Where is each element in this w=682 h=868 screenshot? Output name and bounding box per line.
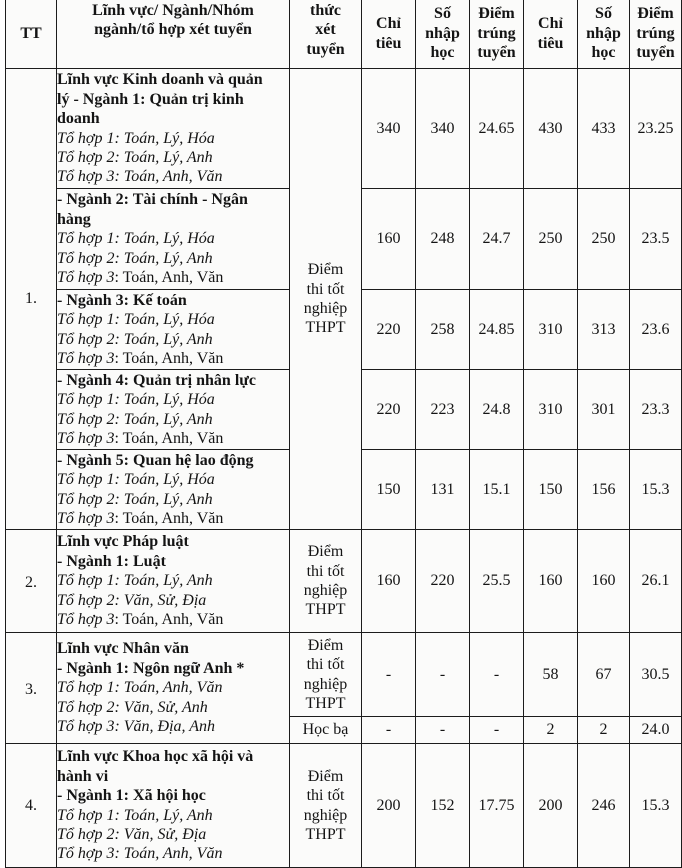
subject-combo: Tổ hợp 3: Toán, Anh, Văn (57, 429, 224, 447)
header-field-line: ngành/tổ hợp xét tuyển (94, 21, 252, 39)
major-title: - Ngành 3: Kế toán (57, 291, 187, 309)
major-title: Lĩnh vực Nhân văn (57, 640, 189, 658)
group-number: 1. (6, 69, 57, 530)
subject-combo: Tổ hợp 1: Toán, Anh, Văn (57, 679, 223, 697)
quota-prev: - (362, 633, 416, 717)
enrolled: 2 (578, 717, 630, 744)
quota-prev: 160 (362, 189, 416, 290)
major-title: Lĩnh vực Khoa học xã hội và (57, 748, 254, 766)
subject-combo: Tổ hợp 2: Toán, Lý, Anh (57, 148, 213, 166)
major-cell (57, 530, 290, 633)
quota: 310 (524, 290, 578, 370)
table-row (6, 744, 682, 868)
header-enrolled: Số nhập học (578, 0, 630, 69)
header-score: Điểm trúng tuyển (630, 0, 682, 69)
header-quota-prev: Chỉ tiêu (362, 0, 416, 69)
major-cell (57, 633, 290, 744)
major-cell (57, 450, 290, 530)
score: 24.0 (630, 717, 682, 744)
quota-prev: 220 (362, 290, 416, 370)
header-field-line: Lĩnh vực/ Ngành/Nhóm (92, 2, 254, 19)
score-prev: 25.5 (470, 530, 524, 633)
header-enrolled-prev: Số nhập học (416, 0, 470, 69)
header-quota: Chỉ tiêu (524, 0, 578, 69)
enrolled-prev: 131 (416, 450, 470, 530)
major-title: Lĩnh vực Pháp luật (57, 533, 189, 551)
quota-prev: 160 (362, 530, 416, 633)
major-title: - Ngành 1: Luật (57, 552, 166, 570)
score-prev: - (470, 633, 524, 717)
table-header-row (6, 0, 682, 69)
subject-combo: Tổ hợp 2: Văn, Sử, Anh (57, 698, 208, 716)
header-method-line: tuyển (306, 40, 345, 58)
enrolled-prev: 258 (416, 290, 470, 370)
header-method (290, 0, 362, 69)
table-row (6, 69, 682, 189)
subject-combo: Tổ hợp 3: Toán, Anh, Văn (57, 269, 224, 287)
score: 23.25 (630, 69, 682, 189)
quota: 2 (524, 717, 578, 744)
subject-combo: Tổ hợp 2: Toán, Lý, Anh (57, 410, 213, 428)
subject-combo: Tổ hợp 3: Toán, Anh, Văn (57, 509, 224, 527)
group-number: 2. (6, 530, 57, 633)
admission-method: Điểm thi tốt nghiệp THPT (290, 69, 362, 530)
admission-method-hocba: Học bạ (290, 717, 362, 744)
header-method-line: xét (315, 21, 336, 39)
enrolled-prev: - (416, 717, 470, 744)
enrolled-prev: 248 (416, 189, 470, 290)
enrolled: 246 (578, 744, 630, 868)
admission-method: Điểm thi tốt nghiệp THPT (290, 530, 362, 633)
subject-combo: Tổ hợp 3: Toán, Anh, Văn (57, 349, 224, 367)
enrolled: 156 (578, 450, 630, 530)
quota: 58 (524, 633, 578, 717)
subject-combo: Tổ hợp 2: Toán, Lý, Anh (57, 330, 213, 348)
enrolled: 250 (578, 189, 630, 290)
score-prev: 24.65 (470, 69, 524, 189)
major-title: - Ngành 1: Xã hội học (57, 787, 206, 805)
group-number: 3. (6, 633, 57, 744)
score: 23.6 (630, 290, 682, 370)
subject-combo: Tổ hợp 2: Toán, Lý, Anh (57, 249, 213, 267)
score: 23.3 (630, 370, 682, 450)
major-cell (57, 69, 290, 189)
subject-combo: Tổ hợp 3: Toán, Anh, Văn (57, 611, 224, 629)
major-title: - Ngành 5: Quan hệ lao động (57, 451, 254, 469)
group-number: 4. (6, 744, 57, 868)
header-method-line: thức (310, 2, 341, 19)
major-title: - Ngành 4: Quản trị nhân lực (57, 371, 256, 389)
enrolled: 313 (578, 290, 630, 370)
header-field (57, 0, 290, 69)
major-title: doanh (57, 110, 100, 128)
quota-prev: 220 (362, 370, 416, 450)
quota: 430 (524, 69, 578, 189)
major-cell (57, 744, 290, 868)
enrolled-prev: 223 (416, 370, 470, 450)
header-tt: TT (6, 0, 57, 69)
score-prev: 17.75 (470, 744, 524, 868)
score-prev: 24.7 (470, 189, 524, 290)
admission-score-table (5, 0, 682, 868)
quota: 160 (524, 530, 578, 633)
score: 30.5 (630, 633, 682, 717)
major-title: - Ngành 2: Tài chính - Ngân (57, 191, 248, 209)
major-title: lý - Ngành 1: Quản trị kinh (57, 90, 244, 108)
quota: 150 (524, 450, 578, 530)
enrolled-prev: 220 (416, 530, 470, 633)
score: 26.1 (630, 530, 682, 633)
subject-combo: Tổ hợp 1: Toán, Lý, Hóa (57, 311, 215, 329)
enrolled: 67 (578, 633, 630, 717)
subject-combo: Tổ hợp 1: Toán, Lý, Hóa (57, 129, 215, 147)
document-page (5, 0, 682, 867)
quota: 200 (524, 744, 578, 868)
subject-combo: Tổ hợp 1: Toán, Lý, Hóa (57, 230, 215, 248)
subject-combo: Tổ hợp 3: Toán, Anh, Văn (57, 845, 223, 863)
subject-combo: Tổ hợp 2: Văn, Sử, Địa (57, 825, 207, 843)
enrolled: 160 (578, 530, 630, 633)
score-prev: 15.1 (470, 450, 524, 530)
score: 15.3 (630, 744, 682, 868)
enrolled: 301 (578, 370, 630, 450)
score-prev: - (470, 717, 524, 744)
score-prev: 24.85 (470, 290, 524, 370)
table-row (6, 530, 682, 633)
major-cell (57, 189, 290, 290)
quota: 310 (524, 370, 578, 450)
score-prev: 24.8 (470, 370, 524, 450)
enrolled: 433 (578, 69, 630, 189)
enrolled-prev: - (416, 633, 470, 717)
subject-combo: Tổ hợp 3: Văn, Địa, Anh (57, 718, 216, 736)
major-title: - Ngành 1: Ngôn ngữ Anh * (57, 659, 245, 677)
major-title: hàng (57, 210, 91, 228)
admission-method: Điểm thi tốt nghiệp THPT (290, 744, 362, 868)
subject-combo: Tổ hợp 1: Toán, Lý, Anh (57, 572, 213, 590)
quota-prev: 340 (362, 69, 416, 189)
table-row (6, 633, 682, 717)
subject-combo: Tổ hợp 2: Văn, Sử, Địa (57, 591, 207, 609)
enrolled-prev: 152 (416, 744, 470, 868)
major-title: Lĩnh vực Kinh doanh và quản (57, 71, 263, 89)
subject-combo: Tổ hợp 2: Toán, Lý, Anh (57, 490, 213, 508)
major-cell (57, 370, 290, 450)
subject-combo: Tổ hợp 3: Toán, Anh, Văn (57, 168, 223, 186)
subject-combo: Tổ hợp 1: Toán, Lý, Anh (57, 806, 213, 824)
header-score-prev: Điểm trúng tuyển (470, 0, 524, 69)
quota-prev: - (362, 717, 416, 744)
quota-prev: 150 (362, 450, 416, 530)
major-cell (57, 290, 290, 370)
enrolled-prev: 340 (416, 69, 470, 189)
subject-combo: Tổ hợp 1: Toán, Lý, Hóa (57, 391, 215, 409)
quota-prev: 200 (362, 744, 416, 868)
subject-combo: Tổ hợp 1: Toán, Lý, Hóa (57, 471, 215, 489)
admission-method: Điểm thi tốt nghiệp THPT (290, 633, 362, 717)
quota: 250 (524, 189, 578, 290)
score: 15.3 (630, 450, 682, 530)
major-title: hành vi (57, 767, 109, 785)
score: 23.5 (630, 189, 682, 290)
